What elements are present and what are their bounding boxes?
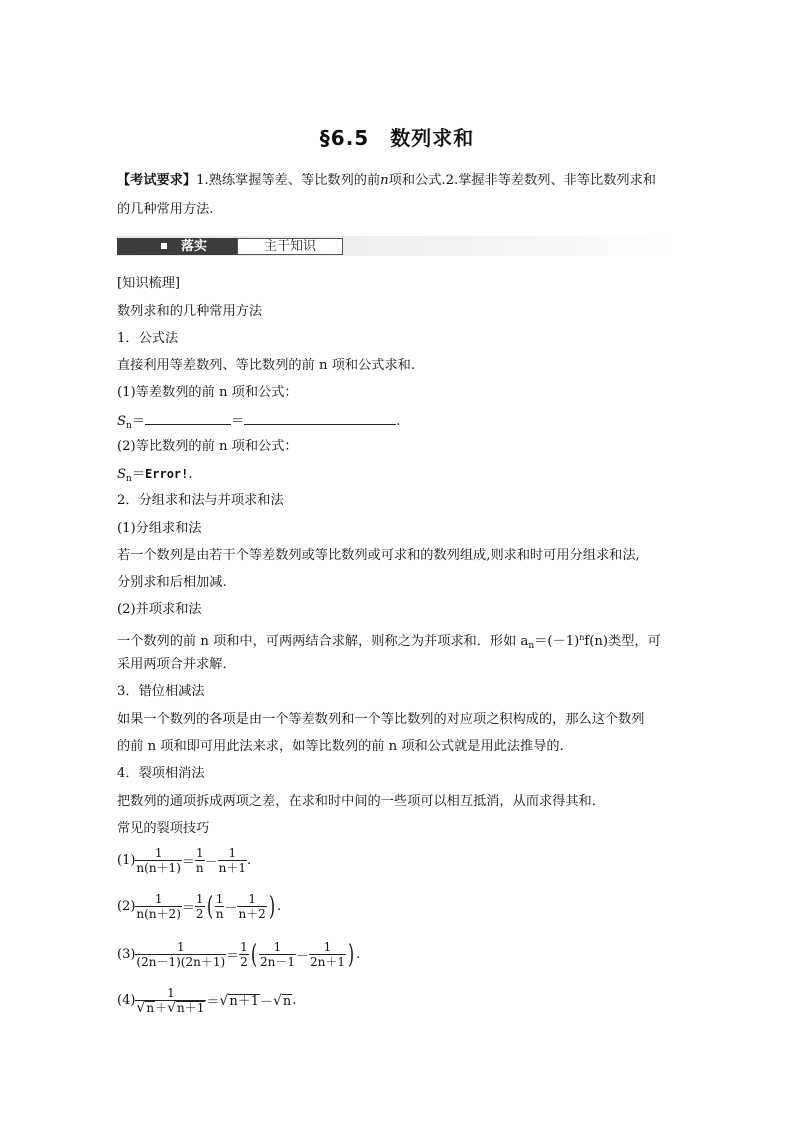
formula-1: (1) $\frac{1}{n(n+1)}$ ＝ $\frac{1}{n}$ － $\frac{1}{n+1}$ . (117, 846, 252, 875)
paragraph: (1)等差数列的前 n 项和公式： (117, 385, 298, 400)
heading-4: 4．裂项相消法 (117, 766, 205, 781)
page-title: §6.5 数列求和 (319, 126, 475, 150)
intro-text: 数列求和的几种常用方法 (117, 304, 263, 319)
answer-blank (145, 412, 231, 425)
paragraph: 常见的裂项技巧 (117, 821, 210, 836)
heading-2: 2．分组求和法与并项求和法 (117, 493, 284, 508)
banner-dark-tab: 落实 (117, 238, 237, 255)
paragraph: (2)并项求和法 (117, 602, 202, 617)
paragraph: 若一个数列是由若干个等差数列或等比数列或可求和的数列组成,则求和时可用分组求和法, (117, 548, 640, 563)
square-icon (161, 243, 167, 249)
paragraph: 一个数列的前 n 项和中，可两两结合求解，则称之为并项求和．形如 $a_n=(-1)^nf(n)$类型，可 (117, 633, 661, 651)
paragraph: (2)等比数列的前 n 项和公式： (117, 439, 298, 454)
paragraph: (1)分组求和法 (117, 521, 202, 536)
exam-requirements: 【考试要求】1.熟练掌握等差、等比数列的前n项和公式.2.掌握非等差数列、非等比数列求和 (117, 173, 656, 188)
paragraph: 直接利用等差数列、等比数列的前 n 项和公式求和. (117, 358, 416, 373)
formula-3: (3) $\frac{1}{(2n-1)(2n+1)}$ ＝ $\frac{1}{2}$ ( $\frac{1}{2n-1}$ － $\frac{1}{2n+1}$ ) . (117, 939, 361, 970)
answer-blank (244, 412, 396, 425)
requirements-label: 【考试要求】 (117, 173, 197, 188)
paragraph: 如果一个数列的各项是由一个等差数列和一个等比数列的对应项之积构成的，那么这个数列 (117, 712, 645, 727)
paragraph: 的前 n 项和即可用此法来求，如等比数列的前 n 项和公式就是用此法推导的. (117, 739, 564, 754)
geometric-sum-formula: $S_n=Error$!. (117, 467, 193, 484)
paragraph: 把数列的通项拆成两项之差，在求和时中间的一些项可以相互抵消，从而求得其和． (117, 794, 605, 809)
section-label: [知识梳理] (117, 276, 181, 291)
formula-2: (2) $\frac{1}{n(n+2)}$ ＝ $\frac{1}{2}$ ( $\frac{1}{n}$ － $\frac{1}{n+2}$ ) . (117, 891, 282, 922)
heading-1: 1．公式法 (117, 331, 179, 346)
banner-light-tab: 主干知识 (237, 238, 343, 255)
formula-4: (4) $\frac{1}{√n+√n+1}$ ＝ √ n＋1 － √ n . (117, 986, 297, 1016)
arithmetic-sum-formula: $S_n=$ ＝ . (117, 414, 401, 431)
paragraph: 分别求和后相加减. (117, 575, 227, 590)
heading-3: 3．错位相减法 (117, 684, 205, 699)
exam-requirements-cont: 的几种常用方法. (117, 202, 214, 217)
paragraph: 采用两项合并求解． (117, 657, 236, 672)
